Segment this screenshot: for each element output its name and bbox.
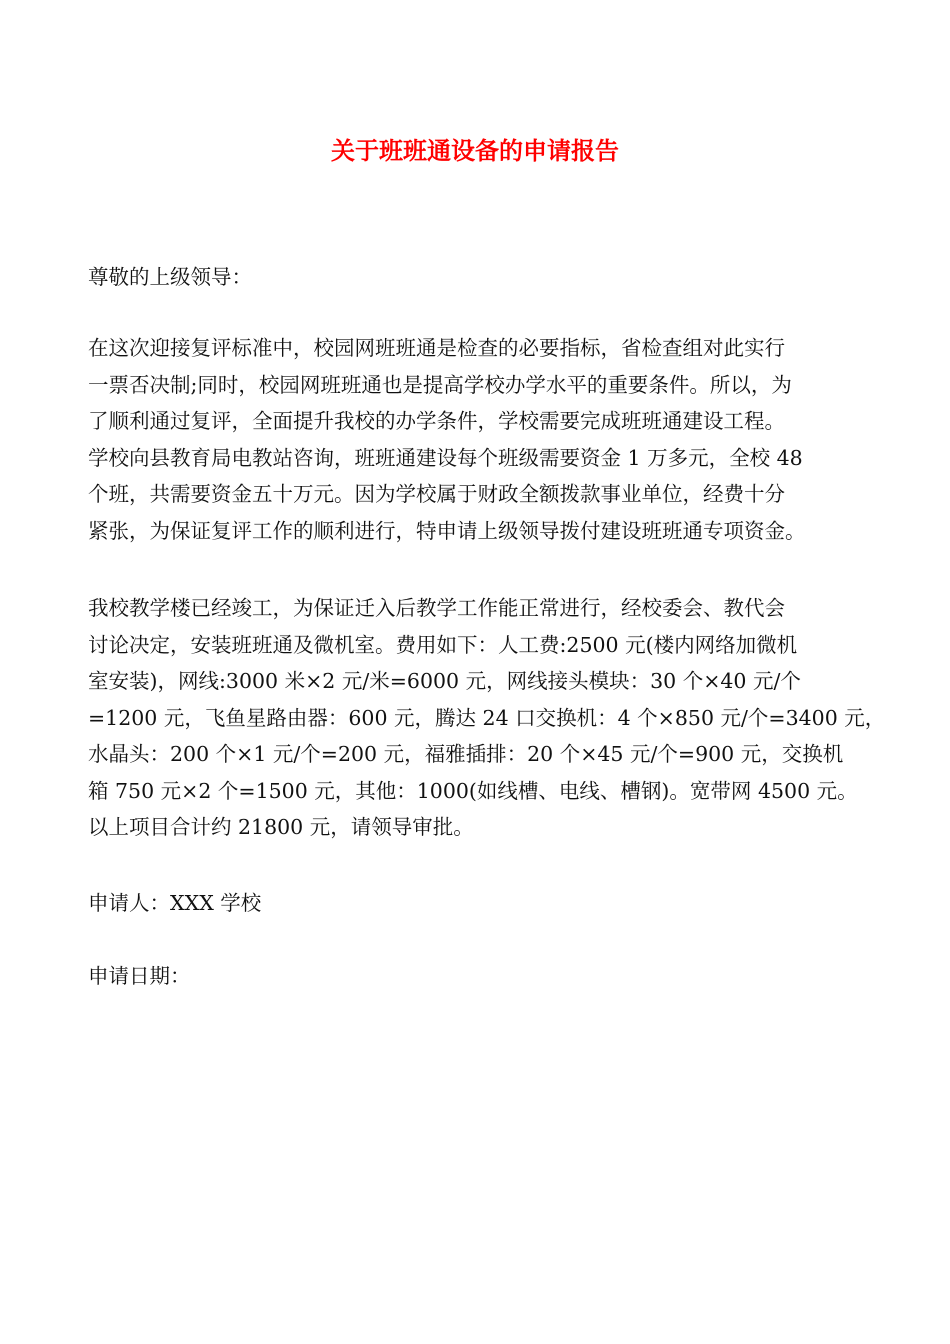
paragraph-line: =1200 元，飞鱼星路由器：600 元，腾达 24 口交换机：4 个×850 元/个=3400 元， — [88, 705, 886, 730]
paragraph-line: 以上项目合计约 21800 元，请领导审批。 — [88, 815, 474, 839]
paragraph-cost-breakdown — [88, 590, 886, 846]
paragraph-line: 箱 750 元×2 个=1500 元，其他：1000(如线槽、电线、槽钢)。宽带网 4500 元。 — [88, 778, 858, 803]
paragraph-line: 学校向县教育局电教站咨询，班班通建设每个班级需要资金 1 万多元，全校 48 — [88, 445, 803, 470]
paragraph-line: 讨论决定，安装班班通及微机室。费用如下：人工费:2500 元(楼内网络加微机 — [88, 632, 798, 657]
applicant-line: 申请人：XXX 学校 — [88, 891, 262, 915]
paragraph-line: 在这次迎接复评标准中，校园网班班通是检查的必要指标，省检查组对此实行 — [88, 336, 785, 360]
paragraph-line: 室安装)，网线:3000 米×2 元/米=6000 元，网线接头模块：30 个×40 元/个 — [88, 669, 801, 693]
paragraph-line: 我校教学楼已经竣工，为保证迁入后教学工作能正常进行，经校委会、教代会 — [88, 596, 785, 620]
paragraph-line: 紧张，为保证复评工作的顺利进行，特申请上级领导拨付建设班班通专项资金。 — [88, 518, 806, 543]
paragraph-line: 水晶头：200 个×1 元/个=200 元，福雅插排：20 个×45 元/个=900 元，交换机 — [88, 742, 844, 766]
paragraph-line: 一票否决制;同时，校园网班班通也是提高学校办学水平的重要条件。所以，为 — [88, 372, 792, 397]
greeting: 尊敬的上级领导： — [88, 265, 252, 289]
paragraph-request-reason — [88, 330, 868, 549]
document-title: 关于班班通设备的申请报告 — [331, 137, 619, 165]
paragraph-line: 个班，共需要资金五十万元。因为学校属于财政全额拨款事业单位，经费十分 — [88, 482, 785, 506]
paragraph-line: 了顺利通过复评，全面提升我校的办学条件，学校需要完成班班通建设工程。 — [88, 409, 785, 433]
application-date-line: 申请日期： — [88, 964, 191, 988]
